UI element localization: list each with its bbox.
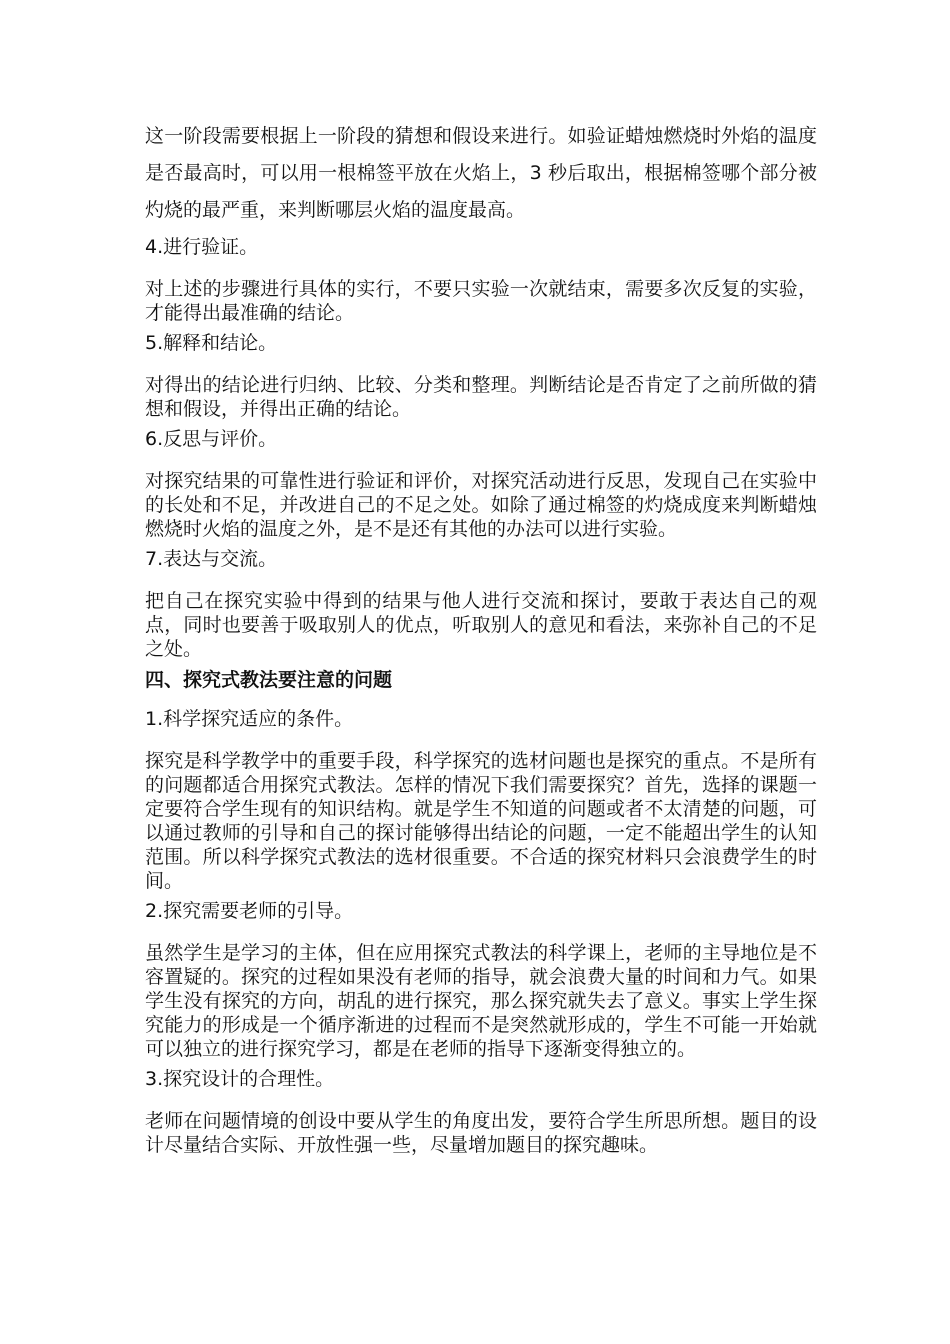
paragraph-conditions: 探究是科学教学中的重要手段，科学探究的选材问题也是探究的重点。不是所有的问题都适合用探究式教法。怎样的情况下我们需要探究？首先，选择的课题一定要符合学生现有的知识结构。就是学生不知道的问题或者不太清楚的问题，可以通过教师的引导和自己的探讨能够得出结论的问题，一定不能超出学生的认知范围。所以科学探究式教法的选材很重要。不合适的探究材料只会浪费学生的时间。 (145, 750, 817, 892)
paragraph-verification: 对上述的步骤进行具体的实行，不要只实验一次就结束，需要多次反复的实验，才能得出最准确的结论。 (145, 278, 817, 324)
list-item-heading-7: 7.表达与交流。 (145, 548, 278, 570)
paragraph-design-rationality: 老师在问题情境的创设中要从学生的角度出发，要符合学生所思所想。题目的设计尽量结合实际、开放性强一些，尽量增加题目的探究趣味。 (145, 1110, 817, 1156)
paragraph-verification-method: 这一阶段需要根据上一阶段的猜想和假设来进行。如验证蜡烛燃烧时外焰的温度是否最高时，可以用一根棉签平放在火焰上，3 秒后取出，根据棉签哪个部分被灼烧的最严重，来判断哪层火焰的温度最高。 (145, 125, 817, 221)
list-item-heading-2: 2.探究需要老师的引导。 (145, 900, 354, 922)
document-page (145, 118, 817, 1163)
list-item-heading-3: 3.探究设计的合理性。 (145, 1068, 335, 1090)
paragraph-conclusion: 对得出的结论进行归纳、比较、分类和整理。判断结论是否肯定了之前所做的猜想和假设，并得出正确的结论。 (145, 374, 817, 420)
list-item-heading-5: 5.解释和结论。 (145, 332, 278, 354)
list-item-heading-4: 4.进行验证。 (145, 236, 259, 258)
section-heading-four: 四、探究式教法要注意的问题 (145, 669, 393, 691)
paragraph-teacher-guidance: 虽然学生是学习的主体，但在应用探究式教法的科学课上，老师的主导地位是不容置疑的。探究的过程如果没有老师的指导，就会浪费大量的时间和力气。如果学生没有探究的方向，胡乱的进行探究，那么探究就失去了意义。事实上学生探究能力的形成是一个循序渐进的过程而不是突然就形成的，学生不可能一开始就可以独立的进行探究学习，都是在老师的指导下逐渐变得独立的。 (145, 942, 817, 1060)
paragraph-communication: 把自己在探究实验中得到的结果与他人进行交流和探讨，要敢于表达自己的观点，同时也要善于吸取别人的优点，听取别人的意见和看法，来弥补自己的不足之处。 (145, 590, 817, 660)
paragraph-reflection: 对探究结果的可靠性进行验证和评价，对探究活动进行反思，发现自己在实验中的长处和不足，并改进自己的不足之处。如除了通过棉签的灼烧成度来判断蜡烛燃烧时火焰的温度之外，是不是还有其他的办法可以进行实验。 (145, 470, 817, 540)
list-item-heading-1: 1.科学探究适应的条件。 (145, 708, 354, 730)
list-item-heading-6: 6.反思与评价。 (145, 428, 278, 450)
